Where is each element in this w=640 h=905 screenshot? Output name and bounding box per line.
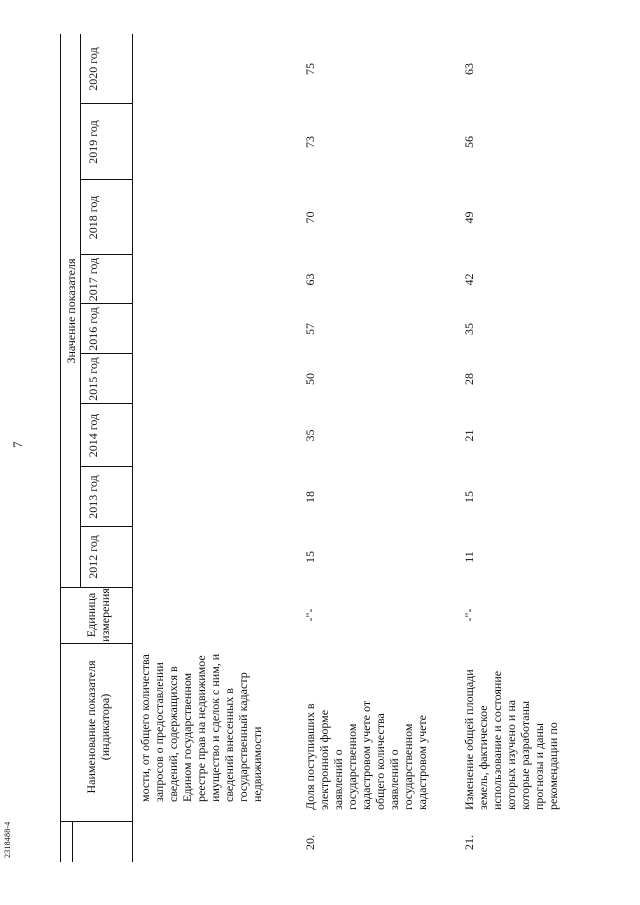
- row-continued-indicator-name: мости, от общего количества запросов о предоставлении сведений, содержащихся в Едином государственном реестре прав на недвижимое имущество и сделок с ним, и сведений внесенных в государственный кадастр недвижимости: [138, 653, 264, 802]
- col-sep-2015: [80, 403, 132, 404]
- header-year-2017: 2017 год: [86, 257, 100, 302]
- row-20-value-2018: 70: [303, 211, 317, 224]
- row-21-value-2020: 63: [462, 63, 476, 75]
- header-year-2013: 2013 год: [86, 475, 100, 519]
- col-sep-2014: [80, 466, 132, 467]
- table-rule-top: [60, 34, 61, 862]
- row-20-value-2019: 73: [303, 136, 317, 148]
- row-20-value-2013: 18: [303, 491, 317, 503]
- row-20-number: 20.: [303, 835, 317, 850]
- col-sep-2019: [80, 179, 132, 180]
- row-21-unit: -"-: [462, 608, 476, 622]
- row-21-value-2019: 56: [462, 136, 476, 148]
- col-sep-2013: [80, 526, 132, 527]
- header-unit: Единица измерения: [84, 588, 112, 642]
- row-21-number: 21.: [462, 835, 476, 850]
- col-sep-indicator: [60, 821, 132, 822]
- header-values-title: Значение показателя: [64, 258, 78, 364]
- header-year-2020: 2020 год: [86, 47, 100, 91]
- row-20-indicator-name: Доля поступивших в электронной форме заявлений о государственном кадастровом учете от общего количества заявлений о государственном кадастровом учете: [303, 700, 429, 810]
- row-21-value-2015: 28: [462, 373, 476, 385]
- row-21-value-2012: 11: [462, 551, 476, 563]
- header-year-2018: 2018 год: [86, 195, 100, 240]
- row-21-value-2018: 49: [462, 211, 476, 224]
- col-sep-unit: [60, 643, 132, 644]
- header-year-2014: 2014 год: [86, 413, 100, 458]
- indicator-table: [60, 34, 628, 862]
- row-20-value-2015: 50: [303, 373, 317, 385]
- row-20-value-2014: 35: [303, 429, 317, 442]
- row-20-value-2017: 63: [303, 273, 317, 286]
- row-21-indicator-name: Изменение общей площади земель, фактическое использование и состояние которых изучено и на которые разработаны прогнозы и даны рекомендации по: [462, 669, 560, 810]
- row-21-value-2014: 21: [462, 429, 476, 442]
- col-sep-2018: [80, 254, 132, 255]
- row-20-unit: -"-: [303, 608, 317, 622]
- document-code: 2318488-4: [3, 821, 12, 858]
- table-rule-header-bottom: [132, 34, 133, 862]
- header-indicator-name: Наименование показателя (индикатора): [84, 660, 112, 794]
- col-sep-2016: [80, 353, 132, 354]
- row-21-value-2016: 35: [462, 323, 476, 335]
- row-21-value-2013: 15: [462, 491, 476, 503]
- row-20-value-2016: 57: [303, 323, 317, 335]
- header-year-2015: 2015 год: [86, 357, 100, 401]
- row-20-value-2020: 75: [303, 63, 317, 75]
- header-year-2019: 2019 год: [86, 120, 100, 164]
- row-20-value-2012: 15: [303, 551, 317, 563]
- col-sep-2017: [80, 303, 132, 304]
- header-year-2016: 2016 год: [86, 307, 100, 351]
- col-sep-2020: [80, 103, 132, 104]
- header-year-2012: 2012 год: [86, 535, 100, 579]
- table-rule-group: [80, 34, 81, 588]
- table-rule-number-col: [72, 822, 73, 862]
- row-21-value-2017: 42: [462, 273, 476, 286]
- page-number: 7: [10, 441, 25, 448]
